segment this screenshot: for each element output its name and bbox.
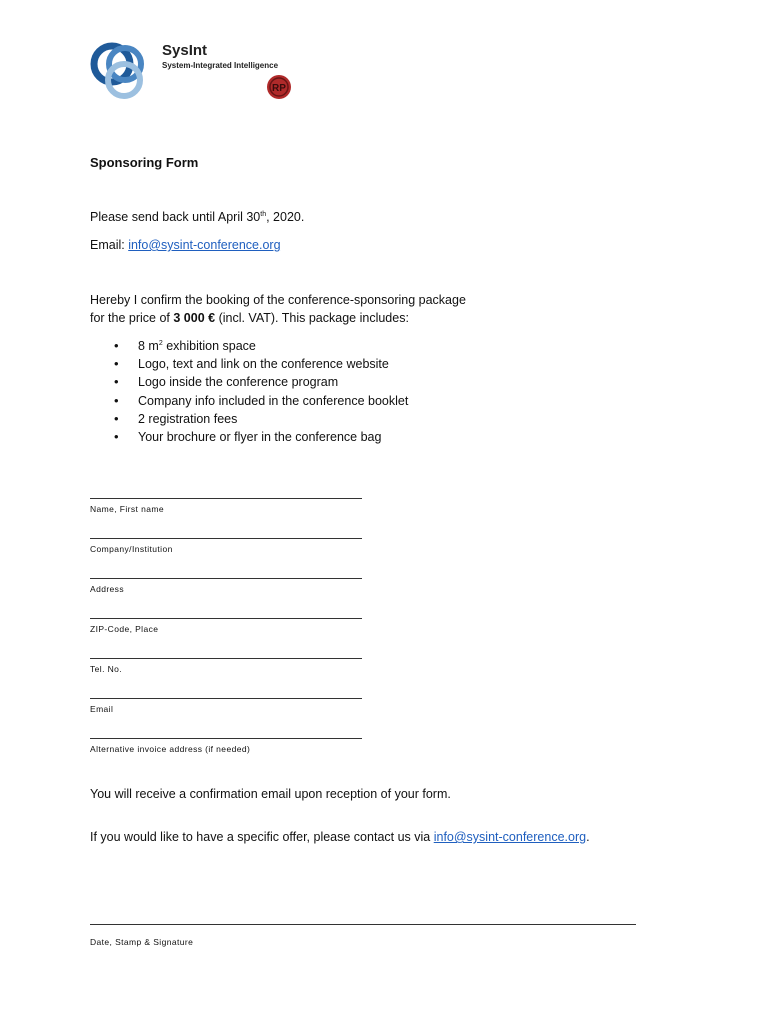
field-line — [90, 490, 362, 499]
field-line — [90, 610, 362, 619]
rp-badge-icon — [264, 74, 294, 100]
signature-label: Date, Stamp & Signature — [90, 937, 194, 947]
field-line — [90, 730, 362, 739]
confirm-line-2: for the price of 3 000 € (incl. VAT). This package includes: — [90, 311, 409, 325]
signature-line — [90, 916, 636, 925]
field-label: Name, First name — [90, 504, 164, 514]
offer-email-link[interactable]: info@sysint-conference.org — [433, 830, 587, 844]
form-field[interactable] — [90, 730, 362, 754]
field-line — [90, 690, 362, 699]
package-item: • Your brochure or flyer in the conference bag — [112, 428, 408, 446]
brand-subtitle: System-Integrated Intelligence — [162, 61, 279, 70]
field-label: Address — [90, 584, 124, 594]
brand-name: SysInt — [162, 42, 208, 59]
package-item: • 8 $m^2$ exhibition space — [112, 337, 408, 355]
field-label: Alternative invoice address (if needed) — [90, 744, 251, 754]
field-label: Email — [90, 704, 114, 714]
package-item: • 2 registration fees — [112, 410, 408, 428]
form-field[interactable] — [90, 690, 362, 714]
offer-line: If you would like to have a specific offer, please contact us via info@sysint-conference.org. — [90, 830, 590, 844]
email-link[interactable]: info@sysint-conference.org — [128, 238, 281, 252]
form-field[interactable] — [90, 490, 362, 514]
field-label: ZIP-Code, Place — [90, 624, 159, 634]
package-item: • Logo inside the conference program — [112, 373, 408, 391]
field-line — [90, 530, 362, 539]
form-title: Sponsoring Form — [90, 155, 199, 170]
sysint-logo — [90, 40, 164, 102]
field-line — [90, 650, 362, 659]
form-field[interactable] — [90, 650, 362, 674]
field-line — [90, 570, 362, 579]
form-field[interactable] — [90, 570, 362, 594]
deadline-line: Please send back until April 30th, 2020. — [90, 210, 305, 224]
package-item: • Company info included in the conference booklet — [112, 392, 408, 410]
form-field[interactable] — [90, 530, 362, 554]
package-item: • Logo, text and link on the conference website — [112, 355, 408, 373]
field-label: Tel. No. — [90, 664, 123, 674]
confirmation-note: You will receive a confirmation email upon reception of your form. — [90, 787, 451, 801]
price: 3 000 € — [173, 311, 216, 325]
badge-text: RP — [272, 83, 286, 94]
form-field[interactable] — [90, 610, 362, 634]
signature-field[interactable] — [90, 916, 636, 947]
field-label: Company/Institution — [90, 544, 173, 554]
confirm-line-1: Hereby I confirm the booking of the conference-sponsoring package — [90, 293, 466, 307]
package-list — [112, 337, 408, 446]
email-line: Email: info@sysint-conference.org — [90, 238, 281, 252]
